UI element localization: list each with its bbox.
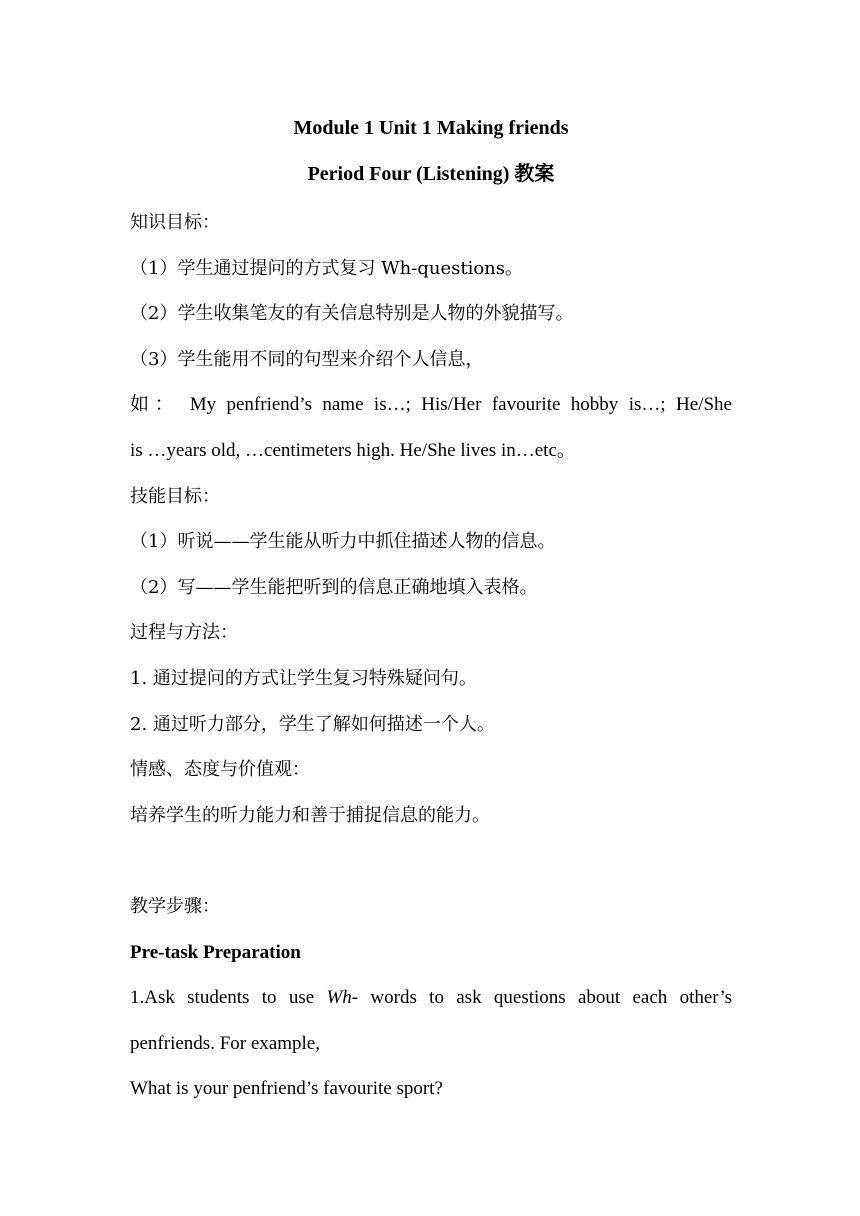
skills-item-2: （2）写——学生能把听到的信息正确地填入表格。 [130,576,538,598]
document-title-line2: Period Four (Listening) 教案 [307,163,555,185]
emotion-heading: 情感、态度与价值观： [130,759,310,781]
process-item-2: 2. 通过听力部分，学生了解如何描述一个人。 [130,713,495,735]
knowledge-example-line2: is …years old, …centimeters high. He/She lives in…etc。 [130,439,576,461]
steps-subheading: Pre-task Preparation [130,941,301,963]
knowledge-item-3: （3）学生能用不同的句型来介绍个人信息， [130,348,484,370]
document-page [130,108,732,1112]
process-heading: 过程与方法： [130,622,238,644]
skills-heading: 技能目标： [130,485,220,507]
knowledge-item-2: （2）学生收集笔友的有关信息特别是人物的外貌描写。 [130,303,574,325]
steps-item-1-italic: Wh- [326,987,359,1009]
steps-item-1-line2: penfriends. For example, [130,1032,320,1054]
steps-example-question: What is your penfriend’s favourite sport? [130,1078,443,1100]
process-item-1: 1. 通过提问的方式让学生复习特殊疑问句。 [130,667,477,689]
emotion-text: 培养学生的听力能力和善于捕捉信息的能力。 [130,804,490,826]
document-title-line1: Module 1 Unit 1 Making friends [293,117,569,139]
knowledge-heading: 知识目标： [130,212,220,233]
skills-item-1: （1）听说——学生能从听力中抓住描述人物的信息。 [130,531,556,553]
steps-heading: 教学步骤： [130,895,220,917]
blank-line [130,838,732,884]
steps-item-1-part1: 1.Ask students to use [130,987,327,1009]
knowledge-example-line1: 如： My penfriend’s name is…; His/Her favourite hobby is…; He/She [130,394,732,416]
steps-item-1-line1 [130,975,732,1021]
steps-item-1-part2: words to ask questions about each other’s [358,987,732,1009]
knowledge-item-1: （1）学生通过提问的方式复习 Wh-questions。 [130,257,524,279]
